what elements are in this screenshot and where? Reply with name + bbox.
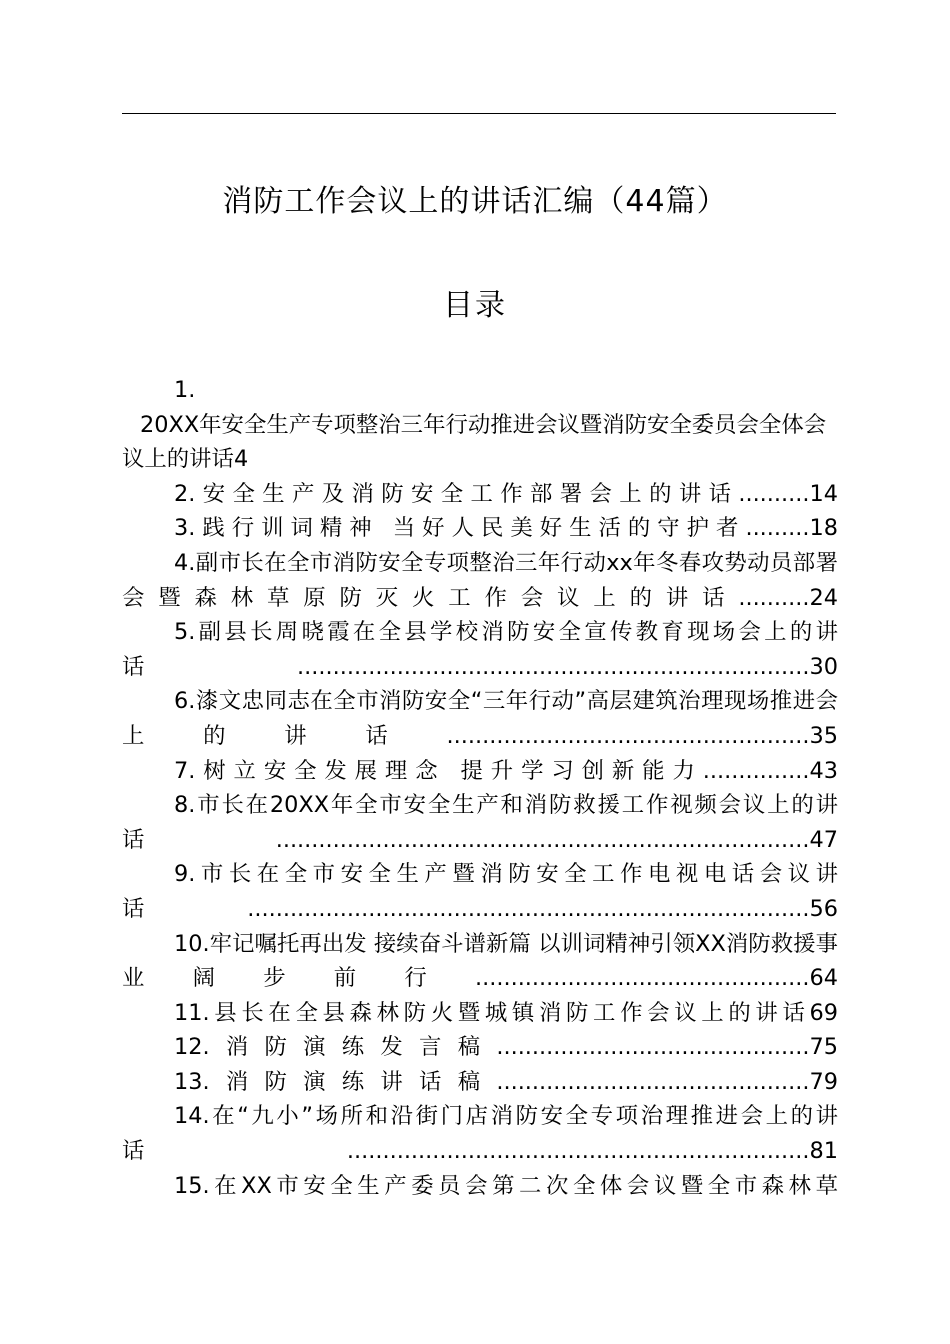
table-of-contents [122, 373, 838, 1203]
toc-entry: 20XX年安全生产专项整治三年行动推进会议暨消防安全委员会全体会议上的讲话4 [122, 411, 827, 473]
toc-entry: 3.践行训词精神 当好人民美好生活的守护者.........18 [174, 515, 838, 542]
toc-entry: 4.副市长在全市消防安全专项整治三年行动xx年冬春攻势动员部署会暨森林草原防灭火工作会议上的讲话..........24 [122, 549, 838, 611]
toc-entry: 13.消防演练讲话稿............................................79 [174, 1068, 838, 1095]
toc-entry: 9.市长在全市安全生产暨消防安全工作电视电话会议讲话...............................................................................56 [122, 861, 838, 922]
toc-entry: 12.消防演练发言稿............................................75 [174, 1034, 838, 1061]
toc-entry: 5.副县长周晓霞在全县学校消防安全宣传教育现场会上的讲话........................................................................30 [122, 619, 838, 680]
toc-entry: 10.牢记嘱托再出发 接续奋斗谱新篇 以训词精神引领XX消防救援事业阔步前行...............................................64 [122, 930, 838, 992]
header-rule [122, 113, 836, 114]
toc-entry: 6.漆文忠同志在全市消防安全“三年行动”高层建筑治理现场推进会上的讲话...................................................35 [122, 688, 838, 749]
toc-entry: 15.在XX市安全生产委员会第二次全体会议暨全市森林草 [174, 1172, 838, 1199]
toc-entry: 1. [174, 377, 196, 403]
toc-entry: 8.市长在20XX年全市安全生产和消防救援工作视频会议上的讲话...........................................................................47 [122, 792, 838, 853]
toc-entry: 14.在“九小”场所和沿街门店消防安全专项治理推进会上的讲话.................................................................81 [122, 1103, 838, 1165]
document-title: 消防工作会议上的讲话汇编（44篇） [222, 184, 728, 219]
toc-entry: 11.县长在全县森林防火暨城镇消防工作会议上的讲话69 [174, 999, 838, 1026]
toc-entry: 2.安全生产及消防安全工作部署会上的讲话..........14 [174, 480, 838, 507]
toc-entry: 7.树立安全发展理念 提升学习创新能力...............43 [174, 757, 838, 784]
toc-heading: 目录 [443, 288, 507, 323]
